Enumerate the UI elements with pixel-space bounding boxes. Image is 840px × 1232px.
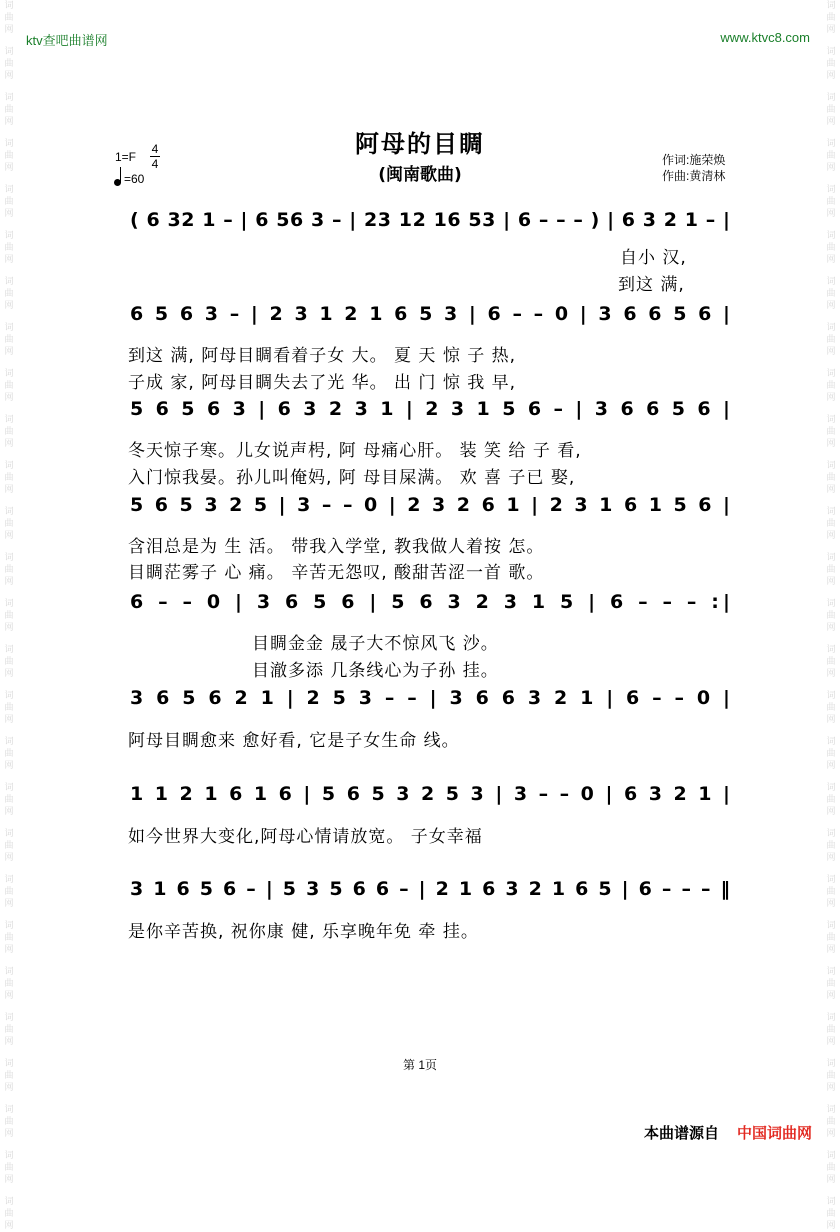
music-row-2 — [130, 292, 770, 332]
music-row-7 — [130, 772, 770, 812]
watermark-text: 词曲网 — [826, 1197, 836, 1231]
music-row-5 — [130, 580, 770, 620]
lyric-line: 自小 汉, — [620, 248, 687, 268]
composer-credit: 作曲:黄清林 — [662, 169, 726, 183]
music-row-3 — [130, 387, 770, 427]
notation-svg — [130, 483, 770, 523]
watermark-text: 词曲网 — [826, 645, 836, 679]
music-row-4 — [130, 483, 770, 523]
lyric-line: 目睭金金 晟子大不惊风飞 沙。 — [252, 634, 499, 654]
lyric-line: 是你辛苦换, 祝你康 健, 乐享晚年免 牵 挂。 — [128, 922, 479, 942]
watermark-text: 词曲网 — [826, 737, 836, 771]
watermark-text: 词曲网 — [4, 599, 14, 633]
header-right-url[interactable]: www.ktvc8.com — [720, 30, 810, 45]
watermark-text: 词曲网 — [826, 415, 836, 449]
watermark-text: 词曲网 — [4, 691, 14, 725]
watermark-text: 词曲网 — [4, 1, 14, 35]
watermark-text: 词曲网 — [4, 921, 14, 955]
watermark-text: 词曲网 — [826, 461, 836, 495]
watermark-text: 词曲网 — [4, 93, 14, 127]
time-sig-top: 4 — [151, 142, 159, 156]
source-credit — [644, 1122, 812, 1143]
quarter-note-icon — [114, 179, 121, 186]
notation-svg — [130, 580, 770, 620]
watermark-text: 词曲网 — [4, 645, 14, 679]
time-sig-bottom: 4 — [151, 157, 159, 171]
key-signature: 1=F — [115, 150, 137, 164]
header-left-text: ktv查吧曲谱网 — [26, 33, 108, 48]
notation-svg — [130, 387, 770, 427]
watermark-text: 词曲网 — [826, 691, 836, 725]
lyric-line: 如今世界大变化,阿母心情请放宽。 子女幸福 — [128, 827, 483, 847]
watermark-text: 词曲网 — [826, 553, 836, 587]
watermark-text: 词曲网 — [4, 1197, 14, 1231]
notation-svg — [130, 676, 770, 716]
page-number: 第 1页 — [402, 1058, 437, 1072]
lyric-line: 到这 满, 阿母目睭看着子女 大。 夏 天 惊 子 热, — [128, 346, 517, 366]
tempo-value: =60 — [124, 172, 145, 186]
watermark-text: 词曲网 — [4, 1059, 14, 1093]
watermark-text: 词曲网 — [4, 277, 14, 311]
watermark-text: 词曲网 — [4, 553, 14, 587]
watermark-text: 词曲网 — [4, 1013, 14, 1047]
watermark-text: 词曲网 — [4, 829, 14, 863]
lyric-line: 冬天惊子寒。儿女说声枵, 阿 母痛心肝。 装 笑 给 子 看, — [128, 441, 582, 461]
watermark-text: 词曲网 — [826, 1059, 836, 1093]
watermark-text: 词曲网 — [4, 507, 14, 541]
watermark-text: 词曲网 — [826, 1105, 836, 1139]
watermark-text: 词曲网 — [4, 967, 14, 1001]
lyric-line: 含泪总是为 生 活。 带我入学堂, 教我做人着按 怎。 — [128, 537, 545, 557]
watermark-text: 词曲网 — [826, 783, 836, 817]
source-site-link[interactable]: 中国词曲网 — [736, 1124, 812, 1142]
notation-text: 5 6 5 6 3 | 6 3 2 3 1 | 2 3 1 5 6 – | 3 6 6 5 6 | — [130, 398, 730, 420]
notation-svg — [130, 292, 770, 332]
watermark-text: 词曲网 — [4, 875, 14, 909]
watermark-text: 词曲网 — [4, 1105, 14, 1139]
notation-text: 5 6 5 3 2 5 | 3 – – 0 | 2 3 2 6 1 | 2 3 1 6 1 5 6 | — [130, 494, 730, 516]
lyric-line: 子成 家, 阿母目睭失去了光 华。 出 门 惊 我 早, — [128, 373, 517, 393]
watermark-text: 词曲网 — [4, 783, 14, 817]
music-row-1 — [130, 198, 770, 238]
watermark-text: 词曲网 — [826, 599, 836, 633]
lyricist-credit: 作词:施荣焕 — [662, 153, 726, 167]
song-subtitle: (闽南歌曲) — [378, 165, 462, 185]
tempo-marking — [114, 172, 144, 186]
watermark-text: 词曲网 — [4, 139, 14, 173]
notation-svg — [130, 867, 770, 907]
watermark-text: 词曲网 — [826, 875, 836, 909]
song-title: 阿母的目睭 — [355, 130, 485, 158]
watermark-text: 词曲网 — [4, 47, 14, 81]
music-row-6 — [130, 676, 770, 716]
notation-text: 1 1 2 1 6 1 6 | 5 6 5 3 2 5 3 | 3 – – 0 | 6 3 2 1 | — [130, 783, 730, 805]
watermark-text: 词曲网 — [826, 921, 836, 955]
watermark-text: 词曲网 — [4, 415, 14, 449]
watermark-text: 词曲网 — [4, 231, 14, 265]
watermark-text: 词曲网 — [826, 967, 836, 1001]
lyric-line: 到这 满, — [618, 275, 685, 295]
notation-text: 3 1 6 5 6 – | 5 3 5 6 6 – | 2 1 6 3 2 1 6 5 | 6 – – – ‖ — [130, 878, 730, 900]
lyric-line: 目澈多添 几条线心为子孙 挂。 — [252, 661, 499, 681]
watermark-text: 词曲网 — [826, 829, 836, 863]
watermark-text: 词曲网 — [826, 93, 836, 127]
lyric-line: 阿母目睭愈来 愈好看, 它是子女生命 线。 — [128, 731, 460, 751]
notation-text: 6 5 6 3 – | 2 3 1 2 1 6 5 3 | 6 – – 0 | 3 6 6 5 6 | — [130, 303, 731, 325]
watermark-text: 词曲网 — [826, 1013, 836, 1047]
watermark-text: 词曲网 — [826, 277, 836, 311]
watermark-text: 词曲网 — [826, 47, 836, 81]
time-signature — [150, 142, 160, 171]
watermark-text: 词曲网 — [826, 1, 836, 35]
credits — [662, 152, 725, 184]
watermark-text: 词曲网 — [4, 369, 14, 403]
watermark-text: 词曲网 — [826, 1151, 836, 1185]
watermark-text: 词曲网 — [4, 1151, 14, 1185]
notation-text: 6 – – 0 | 3 6 5 6 | 5 6 3 2 3 1 5 | 6 – – – :| — [130, 591, 730, 613]
watermark-text: 词曲网 — [4, 737, 14, 771]
watermark-text: 词曲网 — [826, 231, 836, 265]
notation-text: 3 6 5 6 2 1 | 2 5 3 – – | 3 6 6 3 2 1 | 6 – – 0 | — [130, 687, 730, 709]
watermark-text: 词曲网 — [4, 461, 14, 495]
watermark-text: 词曲网 — [826, 507, 836, 541]
notation-svg — [130, 198, 770, 238]
watermark-text: 词曲网 — [826, 139, 836, 173]
watermark-text: 词曲网 — [4, 185, 14, 219]
notation-text: ( 6 32 1 – | 6 56 3 – | 23 12 16 53 | 6 – – – ) | 6 3 2 1 – | — [130, 209, 730, 231]
watermark-text: 词曲网 — [826, 369, 836, 403]
music-row-8 — [130, 867, 770, 907]
watermark-text: 词曲网 — [826, 185, 836, 219]
source-label: 本曲谱源自 — [643, 1124, 719, 1142]
watermark-text: 词曲网 — [826, 323, 836, 357]
watermark-text: 词曲网 — [4, 323, 14, 357]
lyric-line: 入门惊我晏。孙儿叫俺妈, 阿 母目屎满。 欢 喜 子已 娶, — [128, 468, 576, 488]
notation-svg — [130, 772, 770, 812]
lyric-line: 目睭茫雾子 心 痛。 辛苦无怨叹, 酸甜苦涩一首 歌。 — [128, 563, 545, 583]
